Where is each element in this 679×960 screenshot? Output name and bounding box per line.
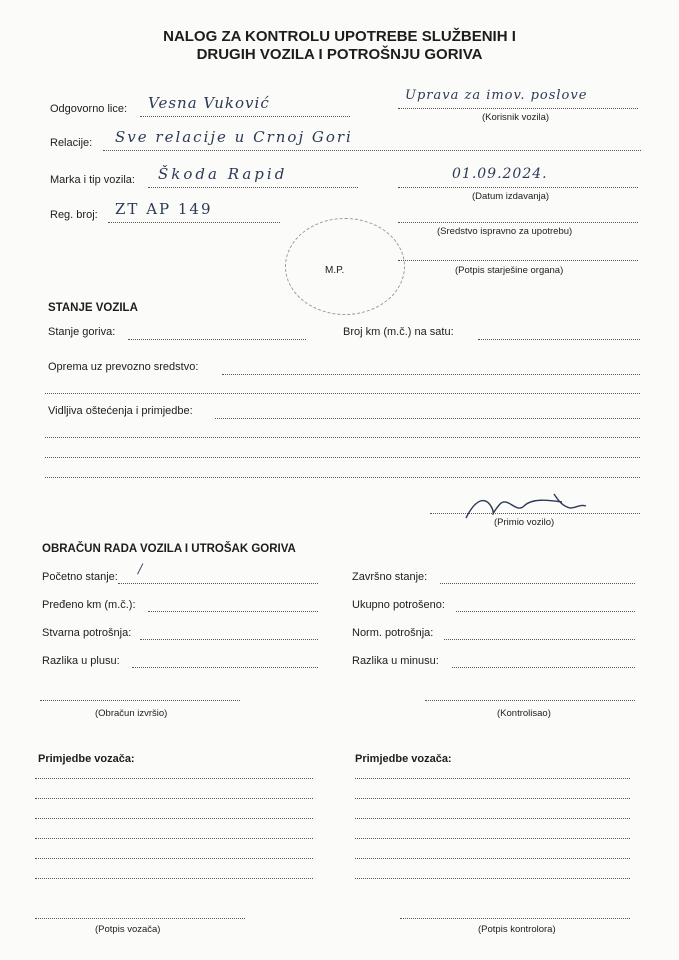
kontrolisao-caption: (Kontrolisao) — [497, 708, 551, 719]
mp-label: M.P. — [325, 265, 345, 276]
ostecenja-line-3[interactable] — [45, 457, 640, 458]
primio-caption: (Primio vozilo) — [494, 517, 555, 528]
predjeno-label: Pređeno km (m.č.): — [42, 599, 136, 611]
primjedbe-right-line[interactable] — [355, 778, 630, 779]
oprema-label: Oprema uz prevozno sredstvo: — [48, 361, 199, 373]
odgovorno-lice-line — [140, 116, 350, 117]
reg-broj-value[interactable]: ZT AP 149 — [115, 200, 213, 218]
primjedbe-left-line[interactable] — [35, 858, 313, 859]
pocetno-label: Početno stanje: — [42, 571, 118, 583]
stvarna-line[interactable] — [140, 639, 318, 640]
korisnik-line — [398, 108, 638, 109]
obracun-heading: OBRAČUN RADA VOZILA I UTROŠAK GORIVA — [42, 543, 296, 555]
stanje-goriva-line[interactable] — [128, 339, 306, 340]
potpis-starjesine-caption: (Potpis starješine organa) — [455, 265, 564, 276]
primjedbe-right-line[interactable] — [355, 818, 630, 819]
pocetno-line[interactable] — [118, 583, 318, 584]
form-title-line1: NALOG ZA KONTROLU UPOTREBE SLUŽBENIH I — [163, 28, 516, 45]
relacije-value[interactable]: Sve relacije u Crnoj Gori — [115, 128, 353, 146]
form-title-line2: DRUGIH VOZILA I POTROŠNJU GORIVA — [196, 46, 483, 63]
datum-value[interactable]: 01.09.2024. — [452, 166, 548, 182]
ostecenja-line[interactable] — [215, 418, 640, 419]
sredstvo-line — [398, 222, 638, 223]
datum-caption: (Datum izdavanja) — [472, 191, 550, 202]
marka-label: Marka i tip vozila: — [50, 174, 135, 186]
broj-km-label: Broj km (m.č.) na satu: — [343, 326, 454, 338]
ukupno-line[interactable] — [456, 611, 635, 612]
datum-line — [398, 187, 638, 188]
obracun-izvrsio-line[interactable] — [40, 700, 240, 701]
potpis-kontrolora-caption: (Potpis kontrolora) — [478, 924, 556, 935]
official-stamp — [285, 218, 405, 315]
zavrsno-line[interactable] — [440, 583, 635, 584]
reg-broj-line — [108, 222, 280, 223]
zavrsno-label: Završno stanje: — [352, 571, 428, 583]
kontrolisao-line[interactable] — [425, 700, 635, 701]
ostecenja-line-4[interactable] — [45, 477, 640, 478]
primjedbe-left-line[interactable] — [35, 798, 313, 799]
potpis-kontrolora-line[interactable] — [400, 918, 630, 919]
reg-broj-label: Reg. broj: — [50, 209, 98, 221]
minus-label: Razlika u minusu: — [352, 655, 439, 667]
korisnik-value[interactable]: Uprava za imov. poslove — [405, 88, 588, 103]
primjedbe-right-line[interactable] — [355, 798, 630, 799]
primjedbe-left-line[interactable] — [35, 818, 313, 819]
primjedbe-right-line[interactable] — [355, 878, 630, 879]
primjedbe-left-line[interactable] — [35, 778, 313, 779]
korisnik-caption: (Korisnik vozila) — [482, 112, 550, 123]
broj-km-line[interactable] — [478, 339, 640, 340]
primjedbe-left-line[interactable] — [35, 878, 313, 879]
stanje-vozila-heading: STANJE VOZILA — [48, 302, 138, 314]
predjeno-line[interactable] — [148, 611, 318, 612]
stvarna-label: Stvarna potrošnja: — [42, 627, 132, 639]
marka-line — [148, 187, 358, 188]
potpis-vozaca-line[interactable] — [35, 918, 245, 919]
stanje-goriva-label: Stanje goriva: — [48, 326, 116, 338]
odgovorno-lice-label: Odgovorno lice: — [50, 103, 128, 115]
marka-value[interactable]: Škoda Rapid — [158, 165, 288, 183]
norm-label: Norm. potrošnja: — [352, 627, 434, 639]
ukupno-label: Ukupno potrošeno: — [352, 599, 445, 611]
pocetno-value[interactable]: / — [138, 562, 144, 577]
oprema-line[interactable] — [222, 374, 640, 375]
ostecenja-label: Vidljiva oštećenja i primjedbe: — [48, 405, 193, 417]
plus-line[interactable] — [132, 667, 318, 668]
odgovorno-lice-value[interactable]: Vesna Vuković — [148, 94, 270, 112]
relacije-line — [103, 150, 641, 151]
potpis-vozaca-caption: (Potpis vozača) — [95, 924, 161, 935]
norm-line[interactable] — [444, 639, 635, 640]
primjedbe-right-line[interactable] — [355, 838, 630, 839]
sredstvo-caption: (Sredstvo ispravno za upotrebu) — [437, 226, 573, 237]
primjedbe-right-line[interactable] — [355, 858, 630, 859]
minus-line[interactable] — [452, 667, 635, 668]
relacije-label: Relacije: — [50, 137, 93, 149]
ostecenja-line-2[interactable] — [45, 437, 640, 438]
primjedbe-vozaca-right-heading: Primjedbe vozača: — [355, 753, 452, 765]
oprema-line-2[interactable] — [45, 393, 640, 394]
obracun-izvrsio-caption: (Obračun izvršio) — [95, 708, 168, 719]
primjedbe-left-line[interactable] — [35, 838, 313, 839]
primjedbe-vozaca-left-heading: Primjedbe vozača: — [38, 753, 135, 765]
plus-label: Razlika u plusu: — [42, 655, 120, 667]
potpis-starjesine-line — [398, 260, 638, 261]
